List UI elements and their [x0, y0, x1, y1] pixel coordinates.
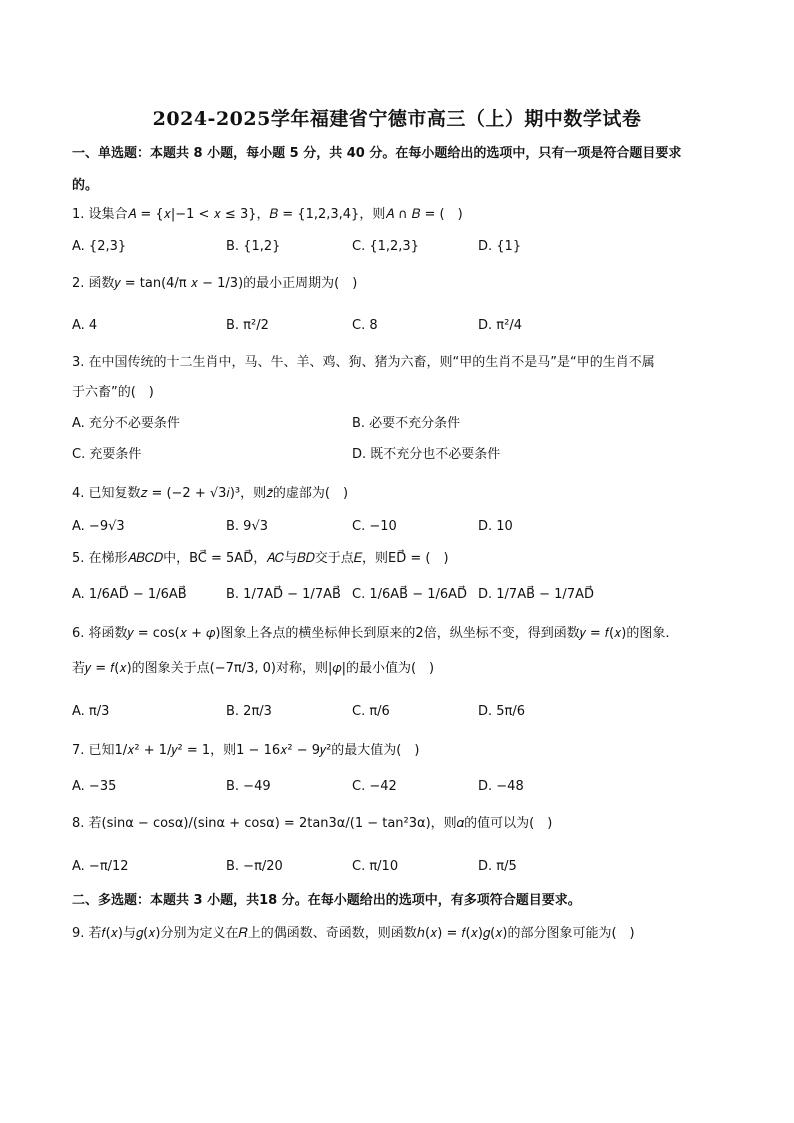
question-4-option-b: B. 9√3 [226, 519, 269, 534]
question-3-option-c: C. 充要条件 [72, 447, 142, 462]
exam-title: 2024-2025学年福建省宁德市高三（上）期中数学试卷 [152, 108, 642, 130]
question-1-option-c: C. {1,2,3} [352, 239, 419, 254]
section1-instructions-line2: 的。 [72, 178, 99, 193]
question-3-option-a: A. 充分不必要条件 [72, 416, 180, 431]
question-5-option-c: C. 1/6AB⃗ − 1/6AD⃗ [352, 587, 468, 602]
question-7-option-a: A. −35 [72, 779, 117, 794]
question-6-option-a: A. π/3 [72, 704, 110, 719]
question-8-option-c: C. π/10 [352, 859, 399, 874]
question-1-option-a: A. {2,3} [72, 239, 127, 254]
question-2-stem: 2. 函数𝑦 = tan(4/π 𝑥 − 1/3)的最小正周期为( ) [72, 276, 358, 291]
question-2-option-a: A. 4 [72, 318, 98, 333]
question-5-option-a: A. 1/6AD⃗ − 1/6AB⃗ [72, 587, 187, 602]
question-5-stem: 5. 在梯形𝐴𝐵𝐶𝐷中，BC⃗ = 5AD⃗，𝐴𝐶与𝐵𝐷交于点𝐸，则ED⃗ = ( ) [72, 551, 449, 566]
question-7-option-c: C. −42 [352, 779, 397, 794]
question-8-stem: 8. 若(sinα − cosα)/(sinα + cosα) = 2tan3α/(1 − tan²3α)，则𝛼的值可以为( ) [72, 816, 553, 831]
question-8-option-b: B. −π/20 [226, 859, 283, 874]
question-7-stem: 7. 已知1/𝑥² + 1/𝑦² = 1，则1 − 16𝑥² − 9𝑦²的最大值为( ) [72, 743, 420, 758]
question-6-stem-line2: 若𝑦 = 𝑓(𝑥)的图象关于点(−7π/3, 0)对称，则|𝜑|的最小值为( ) [72, 661, 435, 676]
question-3-option-d: D. 既不充分也不必要条件 [352, 447, 501, 462]
question-6-option-b: B. 2π/3 [226, 704, 272, 719]
question-6-option-d: D. 5π/6 [478, 704, 526, 719]
question-7-option-b: B. −49 [226, 779, 271, 794]
question-1-option-d: D. {1} [478, 239, 522, 254]
question-2-option-c: C. 8 [352, 318, 378, 333]
question-1-stem: 1. 设集合𝐴 = {𝑥|−1 < 𝑥 ≤ 3}，𝐵 = {1,2,3,4}，则𝐴 ∩ 𝐵 = ( ) [72, 207, 463, 222]
question-8-option-a: A. −π/12 [72, 859, 129, 874]
question-6-option-c: C. π/6 [352, 704, 390, 719]
question-4-option-a: A. −9√3 [72, 519, 125, 534]
question-7-option-d: D. −48 [478, 779, 524, 794]
question-4-option-c: C. −10 [352, 519, 397, 534]
question-3-stem-line1: 3. 在中国传统的十二生肖中，马、牛、羊、鸡、狗、猪为六畜，则“甲的生肖不是马”是“甲的生肖不属 [72, 355, 655, 370]
question-5-option-b: B. 1/7AD⃗ − 1/7AB⃗ [226, 587, 341, 602]
question-8-option-d: D. π/5 [478, 859, 517, 874]
section1-instructions-line1: 一、单选题：本题共 8 小题，每小题 5 分，共 40 分。在每小题给出的选项中，只有一项是符合题目要求 [72, 146, 682, 161]
question-1-option-b: B. {1,2} [226, 239, 281, 254]
question-4-stem: 4. 已知复数𝑧 = (−2 + √3𝑖)³，则𝑧̄的虚部为( ) [72, 486, 349, 501]
section2-instructions: 二、多选题：本题共 3 小题，共18 分。在每小题给出的选项中，有多项符合题目要求。 [72, 893, 581, 908]
question-3-option-b: B. 必要不充分条件 [352, 416, 461, 431]
question-5-option-d: D. 1/7AB⃗ − 1/7AD⃗ [478, 587, 594, 602]
question-2-option-b: B. π²/2 [226, 318, 269, 333]
question-2-option-d: D. π²/4 [478, 318, 522, 333]
question-3-stem-line2: 于六畜”的( ) [72, 385, 154, 400]
question-6-stem-line1: 6. 将函数𝑦 = cos(𝑥 + 𝜑)图象上各点的横坐标伸长到原来的2倍，纵坐标不变，得到函数𝑦 = 𝑓(𝑥)的图象. [72, 626, 670, 641]
question-9-stem: 9. 若𝑓(𝑥)与𝑔(𝑥)分别为定义在𝑅上的偶函数、奇函数，则函数ℎ(𝑥) = 𝑓(𝑥)𝑔(𝑥)的部分图象可能为( ) [72, 926, 635, 941]
question-4-option-d: D. 10 [478, 519, 513, 534]
